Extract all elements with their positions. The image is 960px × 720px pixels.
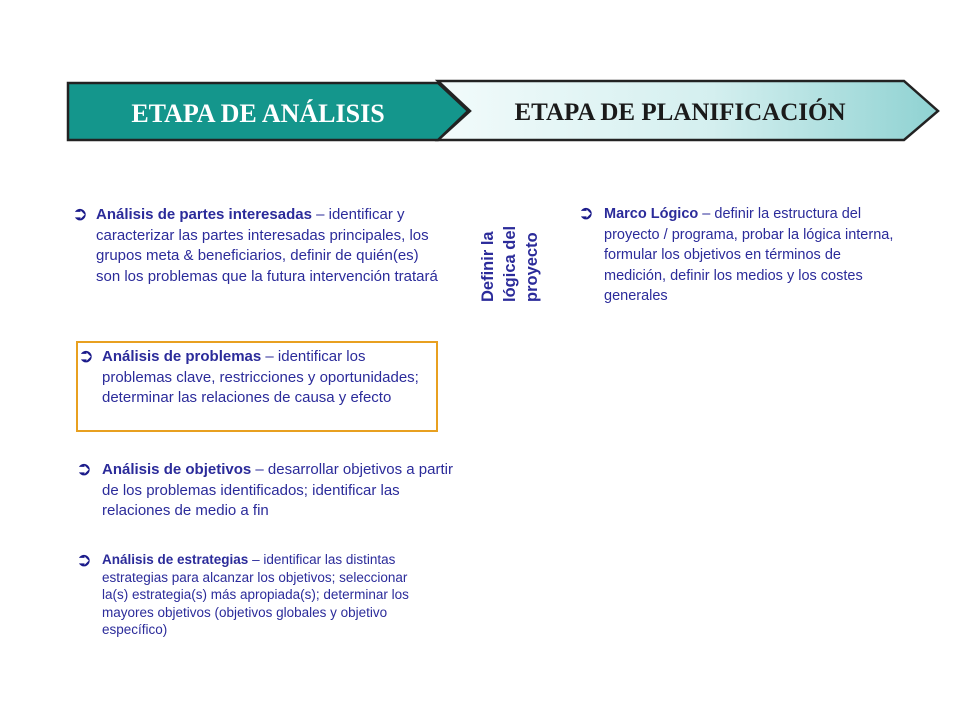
planning-stage-title: ETAPA DE PLANIFICACIÓN	[514, 99, 846, 126]
item-heading: Análisis de problemas	[102, 348, 262, 365]
item-description: – identificar las distintas estrategias para alcanzar los objetivos; seleccionar la(s) estrategia(s) más apropiada(s); determinar los mayores objetivos (objetivos globales y objetivo específico)	[102, 552, 409, 637]
bullet-arrow-icon: ➲	[76, 459, 92, 480]
bullet-arrow-icon: ➲	[578, 203, 594, 224]
item-description: – definir la estructura del proyecto / programa, probar la lógica interna, formular los objetivos en términos de medición, definir los medios y los costes generales	[604, 206, 894, 304]
item-description: – identificar los problemas clave, restricciones y oportunidades; determinar las relaciones de causa y efecto	[102, 348, 419, 406]
item-description: – identificar y caracterizar las partes interesadas principales, los grupos meta & beneficiarios, definir de quién(es) son los problemas que la futura intervención tratará	[96, 206, 438, 285]
bullet-arrow-icon: ➲	[76, 550, 92, 571]
item-heading: Análisis de estrategias	[102, 552, 249, 567]
define-project-logic-label: Definir la lógica del proyecto	[479, 225, 541, 302]
item-heading: Análisis de partes interesadas	[96, 206, 312, 223]
item-heading: Análisis de objetivos	[102, 461, 252, 478]
item-heading: Marco Lógico	[604, 206, 699, 222]
item-description: – desarrollar objetivos a partir de los problemas identificados; identificar las relaciones de medio a fin	[102, 461, 453, 519]
bullet-arrow-icon: ➲	[78, 346, 94, 367]
bullet-arrow-icon: ➲	[72, 204, 88, 225]
analysis-stage-title: ETAPA DE ANÁLISIS	[131, 99, 385, 128]
